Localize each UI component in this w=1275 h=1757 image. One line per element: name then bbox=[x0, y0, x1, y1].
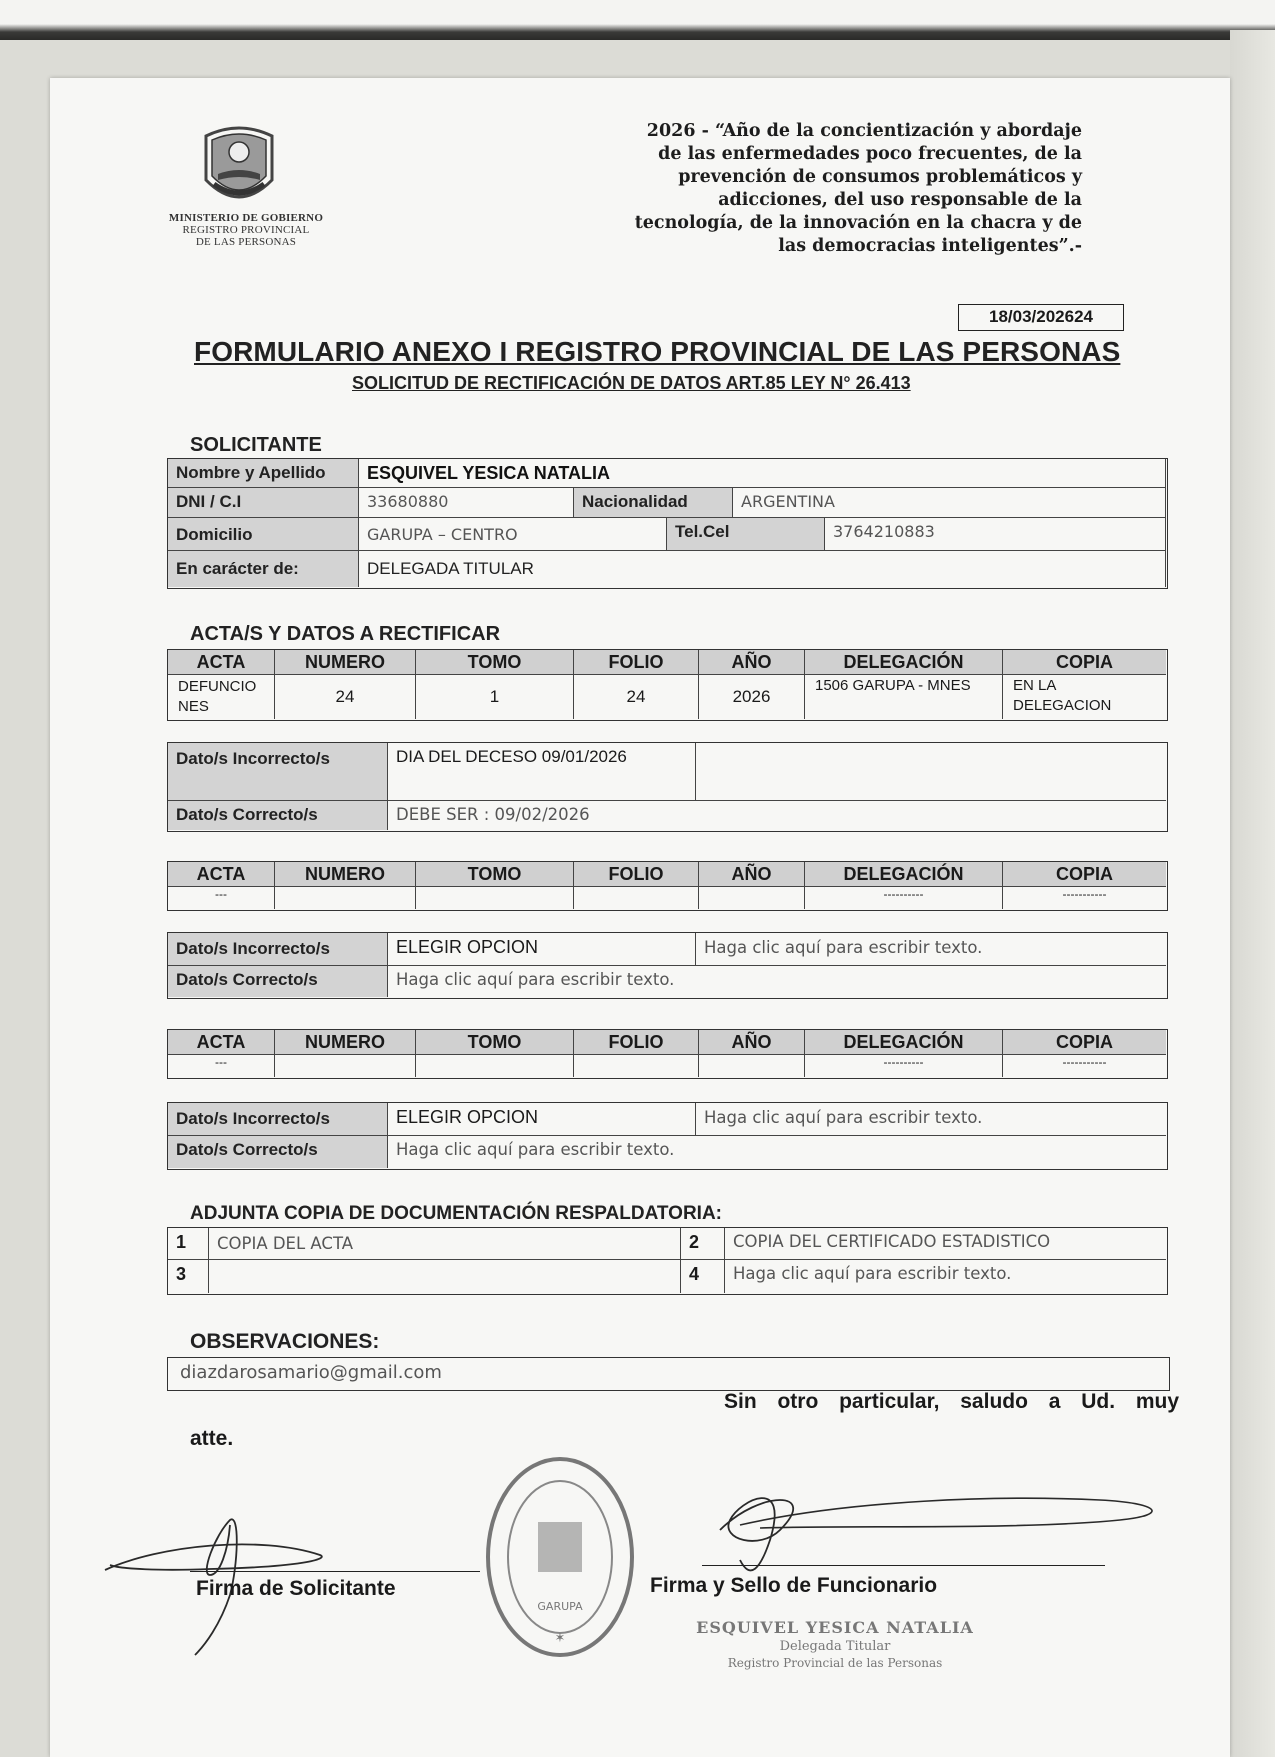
section-actas: ACTA/S Y DATOS A RECTIFICAR bbox=[190, 623, 501, 645]
elegir-opcion-dropdown[interactable]: ELEGIR OPCION bbox=[388, 1103, 696, 1136]
col-tomo: TOMO bbox=[416, 650, 574, 675]
datos-table-3 bbox=[167, 1102, 1168, 1170]
year-motto: 2026 - “Año de la concientización y abordaje de las enfermedades poco frecuentes, de la prevención de consumos problemáticos y adicciones, del uso responsable de la tecnología, de la innovación en la chacra y de las democracias inteligentes”.- bbox=[634, 121, 1082, 256]
incorrecto-label: Dato/s Incorrecto/s bbox=[168, 933, 388, 966]
scan-edge-right bbox=[1230, 30, 1275, 1757]
incorrecto-extra-field[interactable]: Haga clic aquí para escribir texto. bbox=[696, 1103, 1166, 1136]
numero-cell[interactable] bbox=[275, 887, 416, 909]
acta-cell[interactable]: DEFUNCIONES bbox=[168, 675, 275, 719]
acta-cell[interactable]: --- bbox=[168, 1055, 275, 1077]
funcionario-signature bbox=[700, 1470, 1180, 1580]
col-folio: FOLIO bbox=[574, 862, 699, 887]
date-stamp: 18/03/202624 bbox=[958, 304, 1124, 331]
copia-cell[interactable]: EN LA DELEGACION bbox=[1013, 677, 1112, 714]
tomo-cell[interactable]: 1 bbox=[416, 675, 574, 719]
nombre-label: Nombre y Apellido bbox=[168, 459, 359, 488]
datos-table-1 bbox=[167, 742, 1168, 832]
scan-edge-top bbox=[0, 0, 1275, 40]
col-copia: COPIA bbox=[1003, 650, 1166, 675]
col-acta: ACTA bbox=[168, 862, 275, 887]
folio-cell[interactable] bbox=[574, 1055, 699, 1077]
correcto-label: Dato/s Correcto/s bbox=[168, 966, 388, 997]
stamp-org: Registro Provincial de las Personas bbox=[727, 1656, 943, 1670]
folio-cell[interactable] bbox=[574, 887, 699, 909]
official-seal bbox=[480, 1452, 640, 1662]
col-acta: ACTA bbox=[168, 650, 275, 675]
tel-label: Tel.Cel bbox=[667, 518, 825, 551]
svg-text:GARUPA: GARUPA bbox=[537, 1600, 583, 1613]
col-numero: NUMERO bbox=[275, 650, 416, 675]
section-solicitante: SOLICITANTE bbox=[190, 434, 322, 456]
anio-cell[interactable] bbox=[699, 887, 805, 909]
official-name-stamp bbox=[690, 1618, 980, 1670]
dni-label: DNI / C.I bbox=[168, 488, 359, 518]
col-folio: FOLIO bbox=[574, 650, 699, 675]
funcionario-signature-line bbox=[702, 1565, 1105, 1566]
col-anio: AÑO bbox=[699, 1030, 805, 1055]
col-folio: FOLIO bbox=[574, 1030, 699, 1055]
adjunta-item-2[interactable]: COPIA DEL CERTIFICADO ESTADISTICO bbox=[725, 1228, 1166, 1260]
elegir-opcion-dropdown[interactable]: ELEGIR OPCION bbox=[388, 933, 696, 966]
col-anio: AÑO bbox=[699, 862, 805, 887]
solicitante-signature-label: Firma de Solicitante bbox=[196, 1577, 396, 1600]
incorrecto-field[interactable]: DIA DEL DECESO 09/01/2026 bbox=[388, 743, 696, 801]
incorrecto-label: Dato/s Incorrecto/s bbox=[168, 743, 388, 801]
dni-field[interactable]: 33680880 bbox=[359, 488, 574, 518]
province-seal-logo bbox=[194, 118, 284, 214]
folio-cell[interactable]: 24 bbox=[574, 675, 699, 719]
acta-table-3 bbox=[167, 1029, 1168, 1079]
solicitante-table bbox=[167, 458, 1168, 589]
adjunta-num: 3 bbox=[168, 1260, 209, 1293]
adjunta-item-3[interactable] bbox=[209, 1260, 681, 1293]
acta-cell[interactable]: --- bbox=[168, 887, 275, 909]
stamp-name: ESQUIVEL YESICA NATALIA bbox=[696, 1618, 974, 1637]
datos-table-2 bbox=[167, 932, 1168, 999]
ministry-name: MINISTERIO DE GOBIERNO REGISTRO PROVINCIAL DE LAS PERSONAS bbox=[168, 212, 324, 248]
adjunta-num: 2 bbox=[681, 1228, 725, 1260]
adjunta-num: 4 bbox=[681, 1260, 725, 1293]
tomo-cell[interactable] bbox=[416, 887, 574, 909]
adjunta-item-4[interactable]: Haga clic aquí para escribir texto. bbox=[733, 1264, 1012, 1283]
nombre-field[interactable]: ESQUIVEL YESICA NATALIA bbox=[359, 459, 1166, 488]
col-delegacion: DELEGACIÓN bbox=[805, 862, 1003, 887]
col-copia: COPIA bbox=[1003, 862, 1166, 887]
col-anio: AÑO bbox=[699, 650, 805, 675]
adjunta-table bbox=[167, 1227, 1168, 1295]
adjunta-num: 1 bbox=[168, 1228, 209, 1260]
form-title: FORMULARIO ANEXO I REGISTRO PROVINCIAL DE LAS PERSONAS bbox=[194, 336, 1121, 367]
incorrecto-extra-field[interactable] bbox=[696, 743, 1166, 801]
col-numero: NUMERO bbox=[275, 862, 416, 887]
domicilio-label: Domicilio bbox=[168, 518, 359, 551]
observaciones-field[interactable] bbox=[167, 1357, 1170, 1391]
tomo-cell[interactable] bbox=[416, 1055, 574, 1077]
section-observaciones: OBSERVACIONES: bbox=[190, 1330, 380, 1353]
correcto-field[interactable]: Haga clic aquí para escribir texto. bbox=[396, 1140, 675, 1159]
numero-cell[interactable] bbox=[275, 1055, 416, 1077]
numero-cell[interactable]: 24 bbox=[275, 675, 416, 719]
section-adjunta: ADJUNTA COPIA DE DOCUMENTACIÓN RESPALDATORIA: bbox=[190, 1203, 722, 1224]
funcionario-signature-label: Firma y Sello de Funcionario bbox=[650, 1574, 938, 1597]
col-delegacion: DELEGACIÓN bbox=[805, 1030, 1003, 1055]
stamp-role: Delegada Titular bbox=[779, 1639, 891, 1654]
incorrecto-label: Dato/s Incorrecto/s bbox=[168, 1103, 388, 1136]
delegacion-cell[interactable]: 1506 GARUPA - MNES bbox=[805, 675, 1003, 719]
domicilio-field[interactable]: GARUPA – CENTRO bbox=[359, 518, 667, 551]
delegacion-cell[interactable]: ---------- bbox=[805, 1055, 1003, 1077]
col-acta: ACTA bbox=[168, 1030, 275, 1055]
adjunta-item-1[interactable]: COPIA DEL ACTA bbox=[209, 1228, 681, 1260]
col-copia: COPIA bbox=[1003, 1030, 1166, 1055]
col-delegacion: DELEGACIÓN bbox=[805, 650, 1003, 675]
caracter-field[interactable]: DELEGADA TITULAR bbox=[359, 551, 1166, 587]
anio-cell[interactable] bbox=[699, 1055, 805, 1077]
incorrecto-extra-field[interactable]: Haga clic aquí para escribir texto. bbox=[696, 933, 1166, 966]
col-tomo: TOMO bbox=[416, 1030, 574, 1055]
closing-atte: atte. bbox=[190, 1427, 234, 1450]
svg-text:✶: ✶ bbox=[554, 1631, 566, 1646]
correcto-label: Dato/s Correcto/s bbox=[168, 1136, 388, 1168]
tel-field[interactable]: 3764210883 bbox=[825, 518, 1166, 551]
anio-cell[interactable]: 2026 bbox=[699, 675, 805, 719]
correcto-label: Dato/s Correcto/s bbox=[168, 801, 388, 830]
col-numero: NUMERO bbox=[275, 1030, 416, 1055]
delegacion-cell[interactable]: ---------- bbox=[805, 887, 1003, 909]
copia-cell[interactable]: ----------- bbox=[1062, 1055, 1107, 1069]
col-tomo: TOMO bbox=[416, 862, 574, 887]
nacionalidad-label: Nacionalidad bbox=[574, 488, 733, 518]
correcto-field[interactable]: DEBE SER : 09/02/2026 bbox=[396, 805, 590, 824]
nacionalidad-field[interactable]: ARGENTINA bbox=[733, 488, 1166, 518]
observaciones-value: diazdarosamario@gmail.com bbox=[180, 1362, 442, 1383]
correcto-field[interactable]: Haga clic aquí para escribir texto. bbox=[396, 970, 675, 989]
copia-cell[interactable]: ----------- bbox=[1062, 887, 1107, 901]
form-subtitle: SOLICITUD DE RECTIFICACIÓN DE DATOS ART.85 LEY N° 26.413 bbox=[352, 373, 911, 393]
caracter-label: En carácter de: bbox=[168, 551, 359, 587]
acta-table-2 bbox=[167, 861, 1168, 911]
solicitante-signature-line bbox=[190, 1571, 480, 1572]
acta-table-1 bbox=[167, 649, 1168, 721]
closing-line: Sin otro particular, saludo a Ud. muy bbox=[724, 1390, 1179, 1413]
